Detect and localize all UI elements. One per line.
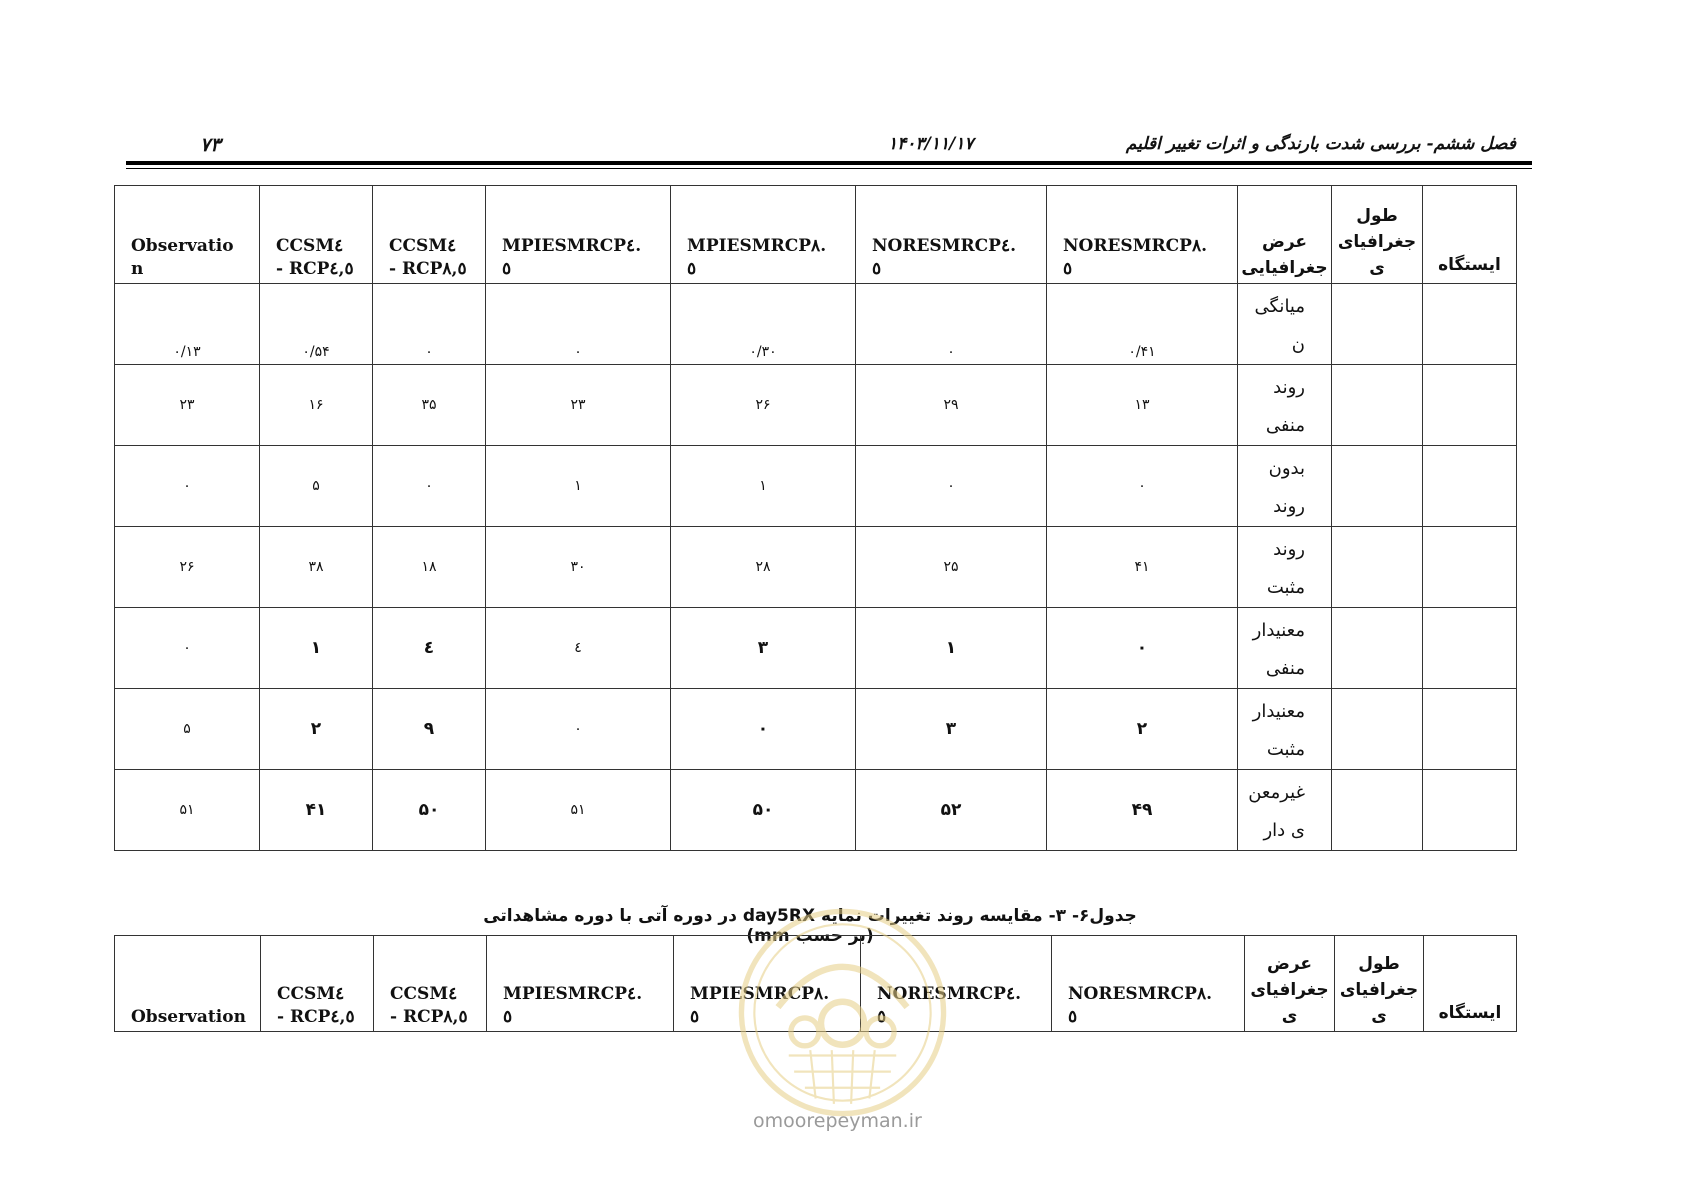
col-header-nor-rcp85: NORESMRCP٨. ٥ bbox=[1047, 186, 1238, 284]
cell-nor45: ۲۵ bbox=[856, 527, 1047, 608]
cell-observation: ۲۳ bbox=[115, 365, 260, 446]
watermark-grid-icon bbox=[789, 1050, 897, 1104]
cell-ccsm45: ۵ bbox=[260, 446, 373, 527]
cell-nor85: ۱۳ bbox=[1047, 365, 1238, 446]
cell-longitude bbox=[1332, 527, 1423, 608]
table-row bbox=[115, 527, 1517, 608]
cell-mpi85: ۲۶ bbox=[671, 365, 856, 446]
cell-ccsm85: ٤ bbox=[373, 608, 486, 689]
cell-longitude bbox=[1332, 365, 1423, 446]
col-header-longitude: طول جغرافیای ی bbox=[1332, 186, 1423, 284]
header-rule-thin bbox=[126, 168, 1532, 169]
col-header-mpi-rcp85: MPIESMRCP٨. ٥ bbox=[671, 186, 856, 284]
cell-station bbox=[1423, 770, 1517, 851]
cell-mpi85: ۲۸ bbox=[671, 527, 856, 608]
t2-col-header-ccsm-rcp45: CCSM٤ - RCP٤,٥ bbox=[261, 936, 374, 1032]
table-row bbox=[115, 365, 1517, 446]
day5rx-comparison-table bbox=[114, 935, 1517, 1032]
cell-station bbox=[1423, 284, 1517, 365]
col-header-ccsm-rcp85: CCSM٤ - RCP٨,٥ bbox=[373, 186, 486, 284]
cell-station bbox=[1423, 365, 1517, 446]
page-number: ۷۳ bbox=[200, 134, 221, 156]
cell-mpi45: ۰ bbox=[486, 689, 671, 770]
cell-nor85: ۴۱ bbox=[1047, 527, 1238, 608]
row-label: معنیدار مثبت bbox=[1238, 689, 1332, 770]
cell-mpi45: ۰ bbox=[486, 284, 671, 365]
cell-mpi45: ۳۰ bbox=[486, 527, 671, 608]
cell-longitude bbox=[1332, 446, 1423, 527]
cell-mpi85: ۵۰ bbox=[671, 770, 856, 851]
row-label: بدون روند bbox=[1238, 446, 1332, 527]
t2-col-header-station: ایستگاه bbox=[1424, 936, 1517, 1032]
cell-ccsm45: ۴۱ bbox=[260, 770, 373, 851]
cell-observation: ۰ bbox=[115, 608, 260, 689]
cell-station bbox=[1423, 689, 1517, 770]
cell-observation: ۰/۱۳ bbox=[115, 284, 260, 365]
cell-longitude bbox=[1332, 770, 1423, 851]
row-label: غیرمعن ی دار bbox=[1238, 770, 1332, 851]
cell-ccsm85: ۵۰ bbox=[373, 770, 486, 851]
table2-header-row bbox=[115, 936, 1517, 1032]
t2-col-header-mpi-rcp85: MPIESMRCP٨. ٥ bbox=[674, 936, 861, 1032]
cell-nor85: ۲ bbox=[1047, 689, 1238, 770]
row-label: میانگی ن bbox=[1238, 284, 1332, 365]
col-header-mpi-rcp45: MPIESMRCP٤. ٥ bbox=[486, 186, 671, 284]
col-header-station: ایستگاه bbox=[1423, 186, 1517, 284]
cell-observation: ۵۱ bbox=[115, 770, 260, 851]
cell-ccsm85: ۱۸ bbox=[373, 527, 486, 608]
cell-nor85: ۰ bbox=[1047, 446, 1238, 527]
cell-nor85: ۰ bbox=[1047, 608, 1238, 689]
table-row bbox=[115, 284, 1517, 365]
t2-col-header-nor-rcp45: NORESMRCP٤. ٥ bbox=[861, 936, 1052, 1032]
col-header-ccsm-rcp45: CCSM٤ - RCP٤,٥ bbox=[260, 186, 373, 284]
cell-observation: ۰ bbox=[115, 446, 260, 527]
cell-longitude bbox=[1332, 689, 1423, 770]
cell-ccsm45: ۱۶ bbox=[260, 365, 373, 446]
cell-mpi45: ۵۱ bbox=[486, 770, 671, 851]
col-header-latitude: عرض جغرافیایی bbox=[1238, 186, 1332, 284]
cell-observation: ۵ bbox=[115, 689, 260, 770]
running-header-date: ۱۴۰۳/۱۱/۱۷ bbox=[888, 134, 974, 154]
t2-col-header-longitude: طول جغرافیای ی bbox=[1335, 936, 1424, 1032]
table-row bbox=[115, 770, 1517, 851]
row-label: معنیدار منفی bbox=[1238, 608, 1332, 689]
running-header-title: فصل ششم- بررسی شدت بارندگی و اثرات تغییر اقلیم bbox=[1125, 134, 1516, 154]
cell-longitude bbox=[1332, 608, 1423, 689]
cell-mpi85: ۰/۳۰ bbox=[671, 284, 856, 365]
cell-observation: ۲۶ bbox=[115, 527, 260, 608]
table-row bbox=[115, 446, 1517, 527]
col-header-nor-rcp45: NORESMRCP٤. ٥ bbox=[856, 186, 1047, 284]
cell-nor45: ۳ bbox=[856, 689, 1047, 770]
cell-mpi85: ۳ bbox=[671, 608, 856, 689]
cell-nor45: ۲۹ bbox=[856, 365, 1047, 446]
cell-mpi85: ۰ bbox=[671, 689, 856, 770]
trend-count-table bbox=[114, 185, 1517, 851]
table-caption: جدول۶- ۳- مقایسه روند تغییرات نمایه day5RX در دوره آتی با دوره مشاهداتی (بر حسب mm) bbox=[483, 906, 1137, 946]
header-rule-thick bbox=[126, 161, 1532, 165]
cell-station bbox=[1423, 446, 1517, 527]
cell-ccsm85: ۰ bbox=[373, 446, 486, 527]
cell-ccsm85: ۹ bbox=[373, 689, 486, 770]
row-label: روند مثبت bbox=[1238, 527, 1332, 608]
cell-nor45: ۰ bbox=[856, 284, 1047, 365]
cell-station bbox=[1423, 527, 1517, 608]
cell-nor85: ۴۹ bbox=[1047, 770, 1238, 851]
table1-header-row bbox=[115, 186, 1517, 284]
t2-col-header-ccsm-rcp85: CCSM٤ - RCP٨,٥ bbox=[374, 936, 487, 1032]
t2-col-header-mpi-rcp45: MPIESMRCP٤. ٥ bbox=[487, 936, 674, 1032]
cell-nor85: ۰/۴۱ bbox=[1047, 284, 1238, 365]
cell-mpi45: ٤ bbox=[486, 608, 671, 689]
cell-nor45: ۰ bbox=[856, 446, 1047, 527]
row-label: روند منفی bbox=[1238, 365, 1332, 446]
cell-ccsm45: ۳۸ bbox=[260, 527, 373, 608]
cell-station bbox=[1423, 608, 1517, 689]
cell-nor45: ۱ bbox=[856, 608, 1047, 689]
t2-col-header-nor-rcp85: NORESMRCP٨. ٥ bbox=[1052, 936, 1245, 1032]
cell-ccsm45: ۱ bbox=[260, 608, 373, 689]
cell-mpi45: ۱ bbox=[486, 446, 671, 527]
watermark-site-text: omoorepeyman.ir bbox=[753, 1110, 922, 1132]
col-header-observation: Observatio n bbox=[115, 186, 260, 284]
cell-ccsm45: ۲ bbox=[260, 689, 373, 770]
cell-ccsm85: ۳۵ bbox=[373, 365, 486, 446]
cell-mpi45: ۲۳ bbox=[486, 365, 671, 446]
cell-nor45: ۵۲ bbox=[856, 770, 1047, 851]
cell-ccsm85: ۰ bbox=[373, 284, 486, 365]
cell-longitude bbox=[1332, 284, 1423, 365]
t2-col-header-latitude: عرض جغرافیای ی bbox=[1245, 936, 1335, 1032]
t2-col-header-observation: Observation bbox=[115, 936, 261, 1032]
table-row bbox=[115, 689, 1517, 770]
cell-mpi85: ۱ bbox=[671, 446, 856, 527]
table-row bbox=[115, 608, 1517, 689]
cell-ccsm45: ۰/۵۴ bbox=[260, 284, 373, 365]
